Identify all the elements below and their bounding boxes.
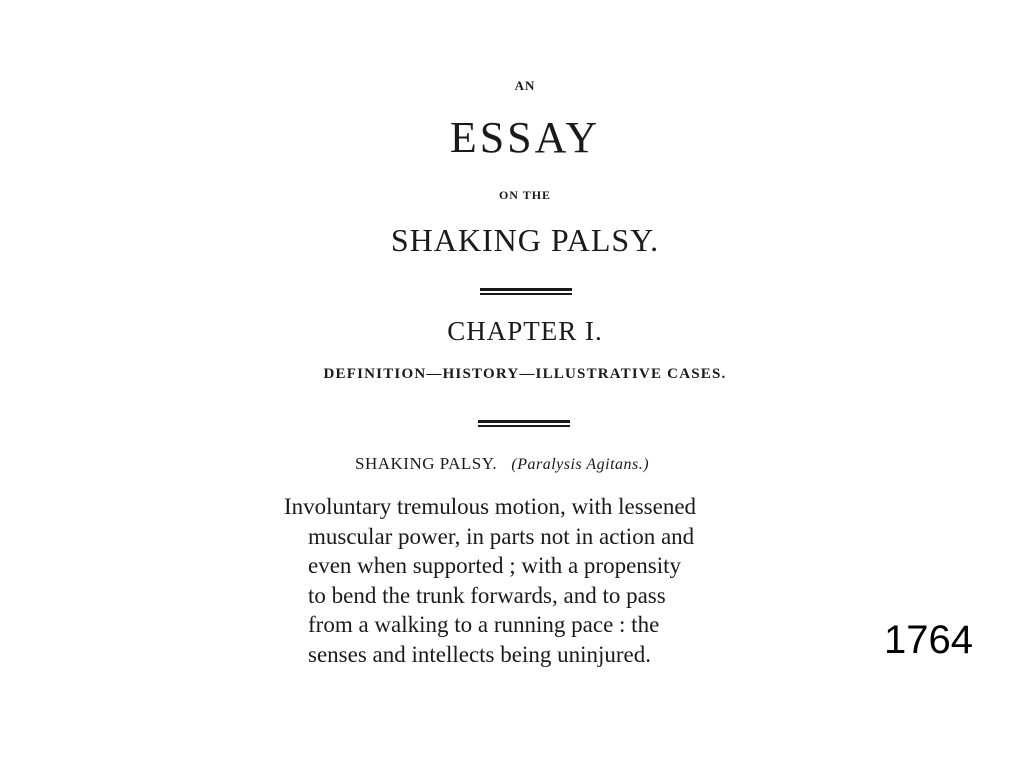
entry-heading	[355, 454, 649, 474]
chapter-subtitle: DEFINITION—HISTORY—ILLUSTRATIVE CASES.	[323, 366, 727, 382]
chapter-heading: CHAPTER I.	[447, 316, 603, 346]
title-essay: ESSAY	[449, 113, 601, 162]
entry-latin-term: (Paralysis Agitans.)	[511, 456, 650, 473]
title-on-the: ON THE	[498, 188, 552, 202]
definition-paragraph	[284, 492, 784, 669]
title-subject: SHAKING PALSY.	[390, 222, 660, 258]
year-label: 1764	[884, 618, 973, 662]
double-rule-bottom	[478, 420, 570, 427]
entry-term: SHAKING PALSY.	[355, 454, 498, 473]
definition-line: muscular power, in parts not in action and	[308, 523, 695, 549]
definition-line: Involuntary tremulous motion, with lessened	[284, 494, 697, 519]
definition-line: even when supported ; with a propensity	[308, 553, 682, 578]
title-an: AN	[514, 78, 536, 93]
definition-line: from a walking to a running pace : the	[308, 612, 660, 637]
double-rule-top	[480, 288, 572, 295]
definition-line: to bend the trunk forwards, and to pass	[308, 582, 666, 608]
definition-line: senses and intellects being uninjured.	[308, 641, 652, 667]
